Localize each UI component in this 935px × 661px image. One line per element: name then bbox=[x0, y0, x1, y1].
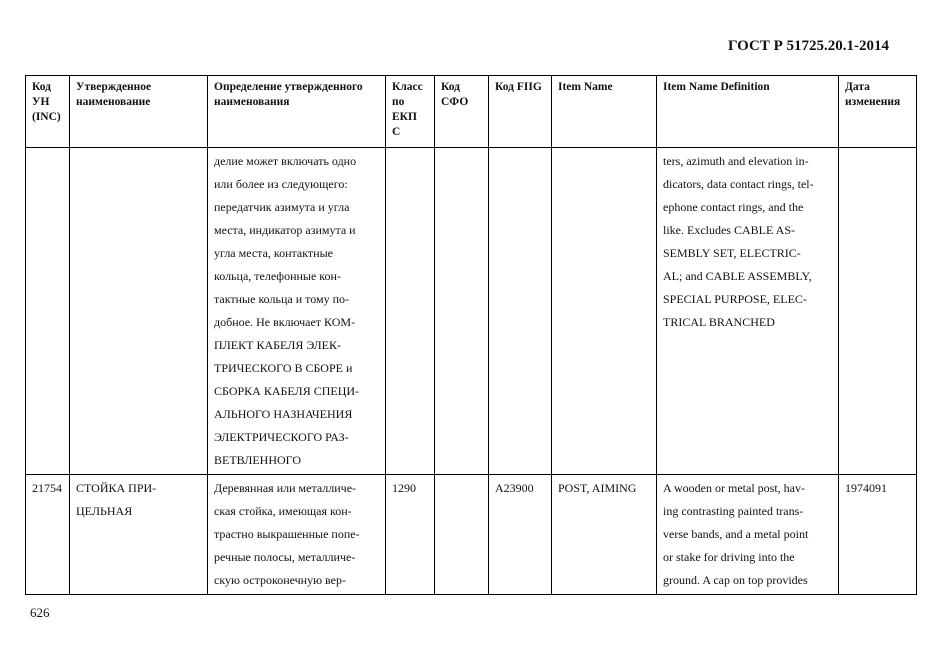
header-item-name: Item Name bbox=[552, 76, 657, 148]
table-row bbox=[26, 475, 917, 595]
definition-line: кольца, телефонные кон- bbox=[214, 269, 341, 283]
header-approved-name: Утвержденное наименование bbox=[70, 76, 208, 148]
definition-line: речные полосы, металличе- bbox=[214, 550, 356, 564]
item-definition-line: TRICAL BRANCHED bbox=[663, 315, 775, 329]
header-item-name-definition: Item Name Definition bbox=[657, 76, 839, 148]
item-definition-line: verse bands, and a metal point bbox=[663, 527, 809, 541]
item-definition-line: ing contrasting painted trans- bbox=[663, 504, 804, 518]
cell-approved-name bbox=[70, 148, 208, 475]
cell-item-name: POST, AIMING bbox=[552, 475, 657, 595]
header-change-date: Дата изменения bbox=[839, 76, 917, 148]
definition-line: тактные кольца и тому по- bbox=[214, 292, 350, 306]
document-standard-number: ГОСТ Р 51725.20.1-2014 bbox=[727, 38, 889, 54]
cell-fiig-code bbox=[489, 148, 552, 475]
item-definition-line: like. Excludes CABLE AS- bbox=[663, 223, 795, 237]
definition-line: Деревянная или металличе- bbox=[214, 481, 357, 495]
definition-line: угла места, контактные bbox=[214, 246, 333, 260]
item-definition-line: or stake for driving into the bbox=[663, 550, 795, 564]
cell-approved-name bbox=[70, 475, 208, 595]
cell-item-name-definition bbox=[657, 475, 839, 595]
item-definition-line: ground. A cap on top provides bbox=[663, 573, 808, 587]
definition-line: делие может включать одно bbox=[214, 154, 357, 168]
page-number: 626 bbox=[30, 605, 50, 620]
item-definition-line: SEMBLY SET, ELECTRIC- bbox=[663, 246, 801, 260]
definition-line: трастно выкрашенные попе- bbox=[214, 527, 360, 541]
definition-line: добное. Не включает КОМ- bbox=[214, 315, 356, 329]
cell-item-name-definition bbox=[657, 148, 839, 475]
cell-change-date: 1974091 bbox=[839, 475, 917, 595]
cell-code bbox=[26, 148, 70, 475]
item-definition-line: A wooden or metal post, hav- bbox=[663, 481, 805, 495]
definition-line: АЛЬНОГО НАЗНАЧЕНИЯ bbox=[214, 407, 353, 421]
cell-item-name bbox=[552, 148, 657, 475]
cell-class: 1290 bbox=[386, 475, 435, 595]
cell-sfo-code bbox=[435, 475, 489, 595]
approved-name-line: ЦЕЛЬНАЯ bbox=[76, 504, 133, 518]
header-definition: Определение утвержденного наименования bbox=[208, 76, 386, 148]
header-class: Класс по ЕКП С bbox=[386, 76, 435, 148]
definition-line: СБОРКА КАБЕЛЯ СПЕЦИ- bbox=[214, 384, 360, 398]
definition-line: ская стойка, имеющая кон- bbox=[214, 504, 352, 518]
item-definition-line: AL; and CABLE ASSEMBLY, bbox=[663, 269, 812, 283]
item-definition-line: ters, azimuth and elevation in- bbox=[663, 154, 809, 168]
approved-name-line: СТОЙКА ПРИ- bbox=[76, 481, 157, 495]
definition-line: ВЕТВЛЕННОГО bbox=[214, 453, 301, 467]
table-header-row bbox=[26, 76, 917, 148]
definition-line: ЭЛЕКТРИЧЕСКОГО РАЗ- bbox=[214, 430, 349, 444]
header-sfo-code: Код СФО bbox=[435, 76, 489, 148]
cell-code: 21754 bbox=[26, 475, 70, 595]
definition-line: передатчик азимута и угла bbox=[214, 200, 350, 214]
definition-line: ПЛЕКТ КАБЕЛЯ ЭЛЕК- bbox=[214, 338, 341, 352]
definition-line: или более из следующего: bbox=[214, 177, 348, 191]
definition-line: места, индикатор азимута и bbox=[214, 223, 356, 237]
item-definition-line: ephone contact rings, and the bbox=[663, 200, 804, 214]
cell-sfo-code bbox=[435, 148, 489, 475]
cell-definition bbox=[208, 475, 386, 595]
cell-class bbox=[386, 148, 435, 475]
table-row bbox=[26, 148, 917, 475]
item-definition-line: SPECIAL PURPOSE, ELEC- bbox=[663, 292, 807, 306]
definition-line: ТРИЧЕСКОГО В СБОРЕ и bbox=[214, 361, 353, 375]
header-code: Код УН (INC) bbox=[26, 76, 70, 148]
classification-table bbox=[25, 75, 917, 595]
cell-change-date bbox=[839, 148, 917, 475]
definition-line: скую остроконечную вер- bbox=[214, 573, 346, 587]
cell-fiig-code: A23900 bbox=[489, 475, 552, 595]
header-fiig-code: Код FIIG bbox=[489, 76, 552, 148]
cell-definition bbox=[208, 148, 386, 475]
item-definition-line: dicators, data contact rings, tel- bbox=[663, 177, 814, 191]
